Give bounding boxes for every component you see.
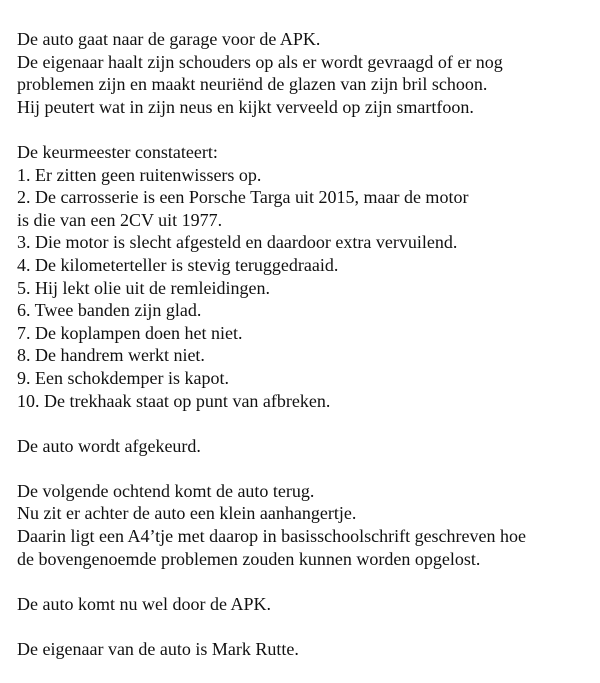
text-line: De volgende ochtend komt de auto terug. <box>17 480 315 501</box>
text-line: Daarin ligt een A4’tje met daarop in basisschoolschrift geschreven hoe <box>17 526 527 547</box>
text-line: Nu zit er achter de auto een klein aanhangertje. <box>17 503 357 524</box>
text-line: De keurmeester constateert: <box>17 141 218 162</box>
text-line: 1. Er zitten geen ruitenwissers op. <box>17 164 262 185</box>
text-line: 7. De koplampen doen het niet. <box>17 322 243 343</box>
text-line: De eigenaar van de auto is Mark Rutte. <box>17 639 299 660</box>
paragraph <box>17 638 526 661</box>
paragraph <box>17 480 526 570</box>
paragraph <box>17 141 526 412</box>
text-line: problemen zijn en maakt neuriënd de glazen van zijn bril schoon. <box>17 74 488 95</box>
text-line: 3. Die motor is slecht afgesteld en daardoor extra vervuilend. <box>17 232 458 253</box>
text-line: Hij peutert wat in zijn neus en kijkt verveeld op zijn smartfoon. <box>17 96 474 117</box>
text-line: De auto komt nu wel door de APK. <box>17 593 271 614</box>
text-line: 4. De kilometerteller is stevig teruggedraaid. <box>17 254 339 275</box>
paragraph <box>17 435 526 458</box>
paragraph <box>17 593 526 616</box>
text-line: de bovengenoemde problemen zouden kunnen worden opgelost. <box>17 548 481 569</box>
text-line: is die van een 2CV uit 1977. <box>17 209 223 230</box>
text-line: 9. Een schokdemper is kapot. <box>17 367 229 388</box>
text-line: De eigenaar haalt zijn schouders op als er wordt gevraagd of er nog <box>17 51 503 72</box>
paragraph <box>17 28 526 118</box>
text-line: 5. Hij lekt olie uit de remleidingen. <box>17 277 270 298</box>
document-body <box>17 28 526 683</box>
text-line: 8. De handrem werkt niet. <box>17 345 205 366</box>
text-line: 10. De trekhaak staat op punt van afbreken. <box>17 390 331 411</box>
text-line: De auto wordt afgekeurd. <box>17 435 201 456</box>
text-line: De auto gaat naar de garage voor de APK. <box>17 29 321 49</box>
text-line: 2. De carrosserie is een Porsche Targa uit 2015, maar de motor <box>17 187 469 208</box>
text-line: 6. Twee banden zijn glad. <box>17 300 202 321</box>
